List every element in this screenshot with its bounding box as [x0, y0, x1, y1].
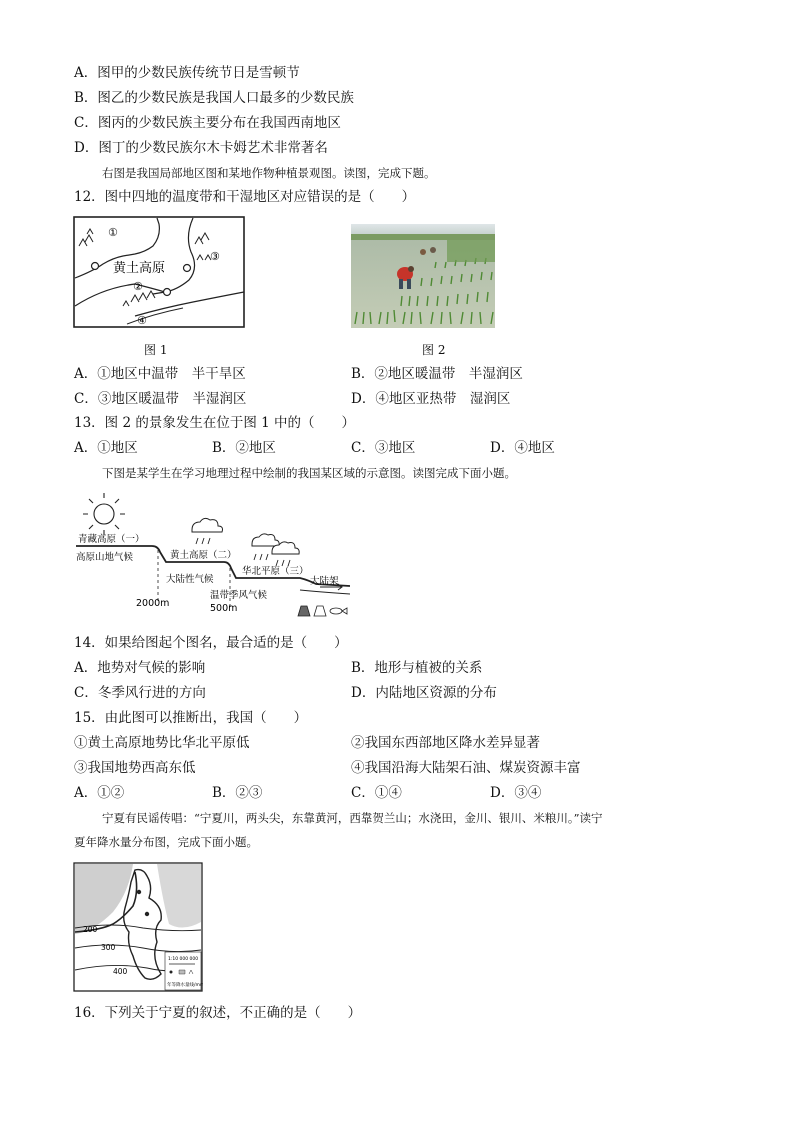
figure-3-terrain-profile: [74, 492, 350, 620]
continental-climate-label: 大陆性气候: [166, 574, 214, 585]
q15-option-b: B．②③: [212, 785, 263, 801]
north-china-plain-label: 华北平原（三）: [242, 566, 309, 577]
q15-statement-4: ④我国沿海大陆架石油、煤炭资源丰富: [351, 760, 581, 776]
isohyet-300-label: 300: [101, 943, 116, 952]
q11-option-d: D．图丁的少数民族尔木卡姆艺术非常著名: [74, 140, 328, 156]
isohyet-400-label: 400: [113, 967, 128, 976]
map-scale: 1:10 000 000: [168, 957, 199, 962]
q15-option-c: C．①④: [351, 785, 402, 801]
q12-option-b: B．②地区暖温带 半湿润区: [351, 366, 523, 382]
continental-shelf-label: 大陆架: [310, 576, 339, 587]
marker-4: ④: [137, 314, 147, 327]
plateau-climate-label: 高原山地气候: [76, 552, 134, 563]
q12-option-d: D．④地区亚热带 湿润区: [351, 391, 511, 407]
q13-option-b: B．②地区: [212, 440, 276, 456]
q12-option-a: A．①地区中温带 半干旱区: [74, 366, 246, 382]
q15-stem: 15．由此图可以推断出，我国（ ）: [74, 710, 308, 726]
resource-icons: [298, 606, 347, 616]
figure-1-caption: 图 1: [144, 343, 168, 357]
figure-2-rice-paddy-photo: [351, 224, 495, 328]
q11-option-a: A．图甲的少数民族传统节日是雪顿节: [74, 65, 300, 81]
q13-option-c: C．③地区: [351, 440, 416, 456]
loess-plateau-label: 黄土高原（二）: [170, 550, 237, 561]
loess-plateau-label: 黄土高原: [113, 261, 166, 276]
q11-option-b: B．图乙的少数民族是我国人口最多的少数民族: [74, 90, 354, 106]
marker-3: ③: [210, 250, 220, 263]
q14-option-c: C．冬季风行进的方向: [74, 685, 206, 701]
q14-option-a: A．地势对气候的影响: [74, 660, 206, 676]
figure-2-caption: 图 2: [422, 343, 446, 357]
q13-stem: 13．图 2 的景象发生在位于图 1 中的（ ）: [74, 415, 356, 431]
legend-title: 年等降水量线/mm: [167, 983, 203, 988]
intro-q16-line2: 夏年降水量分布图，完成下面小题。: [74, 835, 258, 849]
q14-option-b: B．地形与植被的关系: [351, 660, 483, 676]
q13-option-d: D．④地区: [490, 440, 555, 456]
q16-stem: 16．下列关于宁夏的叙述，不正确的是（ ）: [74, 1005, 362, 1021]
isohyet-200-label: 200: [83, 925, 98, 934]
elevation-2000m-label: 2000m: [136, 598, 170, 609]
q15-option-d: D．③④: [490, 785, 542, 801]
figure-1-map: [73, 216, 245, 328]
q13-option-a: A．①地区: [74, 440, 138, 456]
intro-q14: 下图是某学生在学习地理过程中绘制的我国某区域的示意图。读图完成下面小题。: [102, 466, 516, 480]
temperate-monsoon-label: 温带季风气候: [210, 590, 268, 601]
q12-option-c: C．③地区暖温带 半湿润区: [74, 391, 247, 407]
cloud-icon: [192, 518, 299, 554]
q15-option-a: A．①②: [74, 785, 125, 801]
q14-stem: 14．如果给图起个图名，最合适的是（ ）: [74, 635, 348, 651]
sun-icon: [83, 493, 125, 535]
q15-statement-3: ③我国地势西高东低: [74, 760, 196, 776]
intro-q16-line1: 宁夏有民谣传唱：“宁夏川，两头尖，东靠黄河，西靠贺兰山；水浇田，金川、银川、米粮川。”读宁: [102, 811, 603, 825]
elevation-500m-label: 500m: [210, 603, 238, 614]
qinghai-tibet-label: 青藏高原（一）: [78, 534, 145, 545]
q12-stem: 12．图中四地的温度带和干湿地区对应错误的是（ ）: [74, 189, 416, 205]
intro-q12: 右图是我国局部地区图和某地作物种植景观图。读图，完成下题。: [102, 166, 436, 180]
q14-option-d: D．内陆地区资源的分布: [351, 685, 497, 701]
q15-statement-2: ②我国东西部地区降水差异显著: [351, 735, 540, 751]
marker-1: ①: [108, 226, 118, 239]
q15-statement-1: ①黄土高原地势比华北平原低: [74, 735, 250, 751]
marker-2: ②: [133, 280, 143, 293]
figure-4-ningxia-precipitation-map: [73, 862, 203, 992]
q11-option-c: C．图丙的少数民族主要分布在我国西南地区: [74, 115, 341, 131]
